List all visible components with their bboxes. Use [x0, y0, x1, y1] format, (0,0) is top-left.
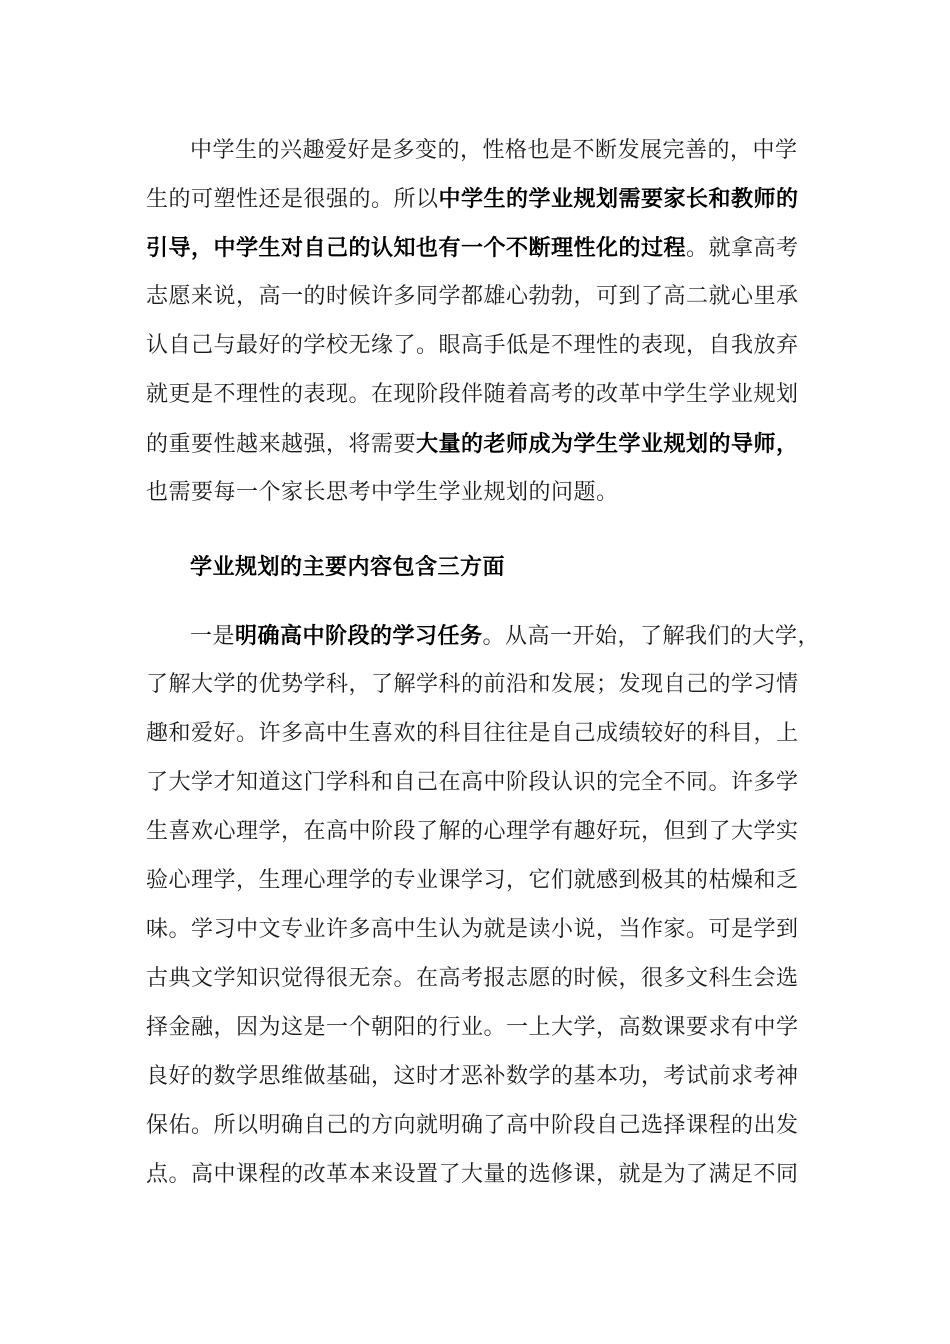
paragraph-2-line-1: [190, 621, 821, 652]
bold-text-run: 大量的老师成为学生学业规划的导师，: [416, 431, 799, 457]
bold-text-run: 引导，中学生对自己的认知也有一个不断理性化的过程: [146, 235, 687, 261]
paragraph-2-line-3: 趣和爱好。许多高中生喜欢的科目往往是自己成绩较好的科目，上: [146, 721, 799, 746]
text-run: 生的可塑性还是很强的。所以: [146, 187, 439, 212]
text-run: 一是: [190, 624, 236, 649]
bold-text-run: 明确高中阶段的学习任务: [235, 623, 483, 649]
paragraph-2-line-7: 味。学习中文专业许多高中生认为就是读小说，当作家。可是学到: [146, 917, 799, 942]
text-run: 。就拿高考: [686, 236, 799, 261]
paragraph-2-line-9: 择金融，因为这是一个朝阳的行业。一上大学，高数课要求有中学: [146, 1015, 799, 1040]
paragraph-2-line-11: 保佑。所以明确自己的方向就明确了高中阶段自己选择课程的出发: [146, 1113, 799, 1138]
section-heading: 学业规划的主要内容包含三方面: [190, 554, 506, 580]
text-run: 的重要性越来越强，将需要: [146, 432, 417, 457]
paragraph-2-line-12: 点。高中课程的改革本来设置了大量的选修课，就是为了满足不同: [146, 1162, 799, 1187]
paragraph-2-line-4: 了大学才知道这门学科和自己在高中阶段认识的完全不同。许多学: [146, 770, 799, 795]
paragraph-2-line-2: 了解大学的优势学科，了解学科的前沿和发展；发现自己的学习情: [146, 672, 799, 697]
paragraph-1-line-1: 中学生的兴趣爱好是多变的，性格也是不断发展完善的，中学: [190, 138, 798, 163]
paragraph-2-line-5: 生喜欢心理学，在高中阶段了解的心理学有趣好玩，但到了大学实: [146, 819, 799, 844]
paragraph-2-line-10: 良好的数学思维做基础，这时才恶补数学的基本功，考试前求考神: [146, 1064, 799, 1089]
paragraph-1-line-4: 志愿来说，高一的时候许多同学都雄心勃勃，可到了高二就心里承: [146, 284, 799, 309]
paragraph-2-line-8: 古典文学知识觉得很无奈。在高考报志愿的时候，很多文科生会选: [146, 966, 799, 991]
paragraph-1-line-7: [146, 429, 799, 460]
paragraph-1-line-8: 也需要每一个家长思考中学生学业规划的问题。: [146, 480, 619, 505]
bold-text-run: 中学生的学业规划需要家长和教师的: [438, 186, 799, 212]
paragraph-1-line-5: 认自己与最好的学校无缘了。眼高手低是不理性的表现，自我放弃: [146, 333, 799, 358]
text-run: 。从高一开始，了解我们的大学，: [482, 624, 821, 649]
paragraph-1-line-6: 就更是不理性的表现。在现阶段伴随着高考的改革中学生学业规划: [146, 382, 799, 407]
paragraph-2-line-6: 验心理学，生理心理学的专业课学习，它们就感到极其的枯燥和乏: [146, 868, 799, 893]
paragraph-1-line-2: [146, 184, 799, 215]
paragraph-1-line-3: [146, 233, 799, 264]
